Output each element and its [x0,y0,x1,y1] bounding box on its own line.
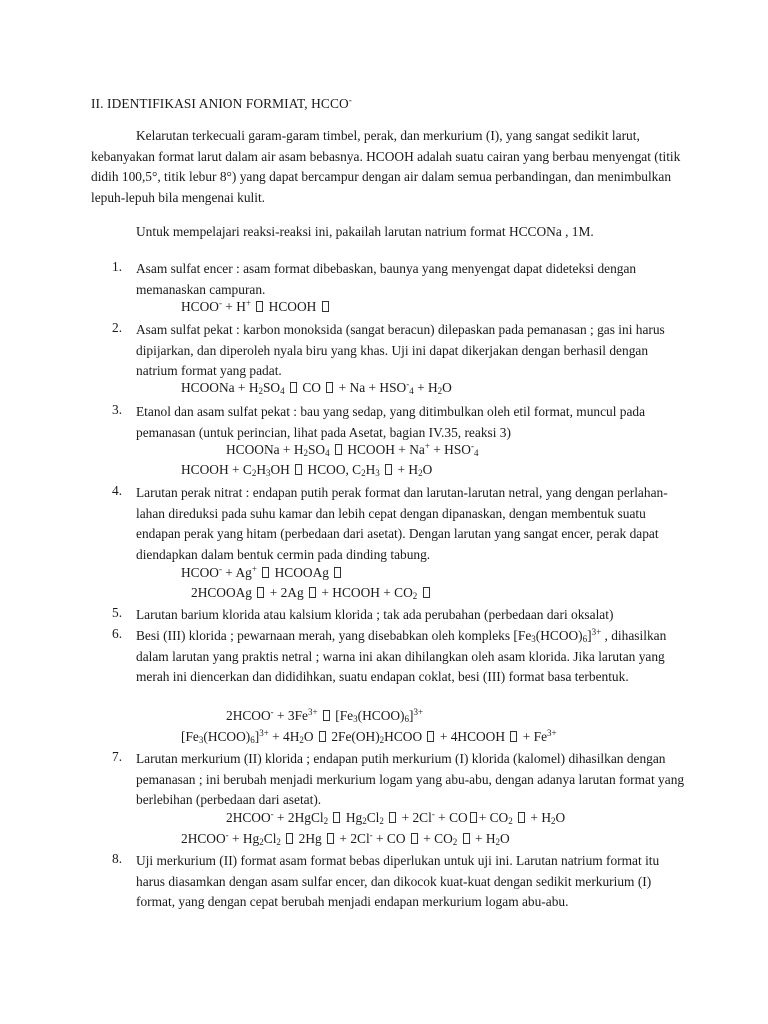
item-text: Uji merkurium (II) format asam format bebas diperlukan untuk uji ini. Larutan natrium format itu harus diasamkan dengan asam sulfar encer, dan dikocok kuat-kuat dengan sedikit merkurium (I) format, yang dengan cepat berubah menjadi endapan merkurium logam abu-abu. [136,853,660,909]
equation: HCOONa + $H_2SO_4$ HCOOH + $Na^+ + HSO^-_4$ [226,441,479,458]
section-title: II. IDENTIFIKASI ANION FORMIAT, HCCO- [91,95,352,111]
arrow-glyph-icon [323,710,330,721]
arrow-glyph-icon [286,833,293,844]
arrow-glyph-icon [327,833,334,844]
equation: 2HCOOAg + 2Ag + HCOOH + $CO_2$ [191,585,432,601]
equation: 2HCOO- + $3Fe^{3+}$ $[Fe_3(HCOO)_6]^{3+}$ [226,707,424,724]
arrow-glyph-icon [335,444,342,455]
reaction-intro: Untuk mempelajari reaksi-reaksi ini, pakailah larutan natrium format HCCONa , 1M. [136,224,594,239]
arrow-glyph-icon [319,731,326,742]
item-text: Asam sulfat encer : asam format dibebaskan, baunya yang menyengat dapat dideteksi dengan memanaskan campuran. [136,261,637,297]
arrow-glyph-icon [322,301,329,312]
equation: HCOO- + Ag+ HCOOAg [181,565,343,581]
item-number: 4. [112,483,123,498]
item-number: 8. [112,851,123,866]
equation: HCOOH + $C_2H_3OH$ HCOO, $C_2H_3 + H_2O$ [181,462,433,478]
arrow-glyph-icon [385,464,392,475]
arrow-glyph-icon [333,812,340,823]
arrow-glyph-icon [389,812,396,823]
equation: 2HCOO- + $Hg_2Cl_2$ 2Hg + 2Cl- + CO + $CO_2 + H_2O$ [181,830,510,847]
equation: HCOO- + H+ HCOOH [181,299,331,315]
arrow-glyph-icon [262,567,269,578]
item-number: 2. [112,320,123,335]
arrow-glyph-icon [334,567,341,578]
equation: HCOONa + $H_2SO_4$ CO + $Na + HSO^-_4 + H_2O$ [181,379,452,396]
item-number: 3. [112,402,123,417]
item-text: Larutan barium klorida atau kalsium klorida ; tak ada perubahan (perbedaan dari oksalat) [136,607,614,622]
arrow-glyph-icon [257,587,264,598]
arrow-glyph-icon [295,464,302,475]
intro-paragraph: Kelarutan terkecuali garam-garam timbel, perak, dan merkurium (I), yang sangat sedikit larut, kebanyakan format larut dalam air asam bebasnya. HCOOH adalah suatu cairan yang berbau menyengat (titik didih 100,5°, titik lebur 8°) yang dapat bercampur dengan air dalam semua perbandingan, dan menimbulkan lepuh-lepuh bila mengenai kulit. [91,128,681,205]
equation: $[Fe_3(HCOO)_6]^{3+} + 4H_2O$ $2Fe(OH)_2HCOO$ + 4HCOOH + $Fe^{3+}$ [181,728,557,745]
arrow-glyph-icon [470,812,477,823]
arrow-glyph-icon [518,812,525,823]
arrow-glyph-icon [427,731,434,742]
item-text: Besi (III) klorida ; pewarnaan merah, yang disebabkan oleh kompleks $[Fe_3(HCOO)_6]^{3+}$ , dihasilkan dalam larutan yang praktis netral ; warna ini akan dihilangkan oleh asam klorida. Jika larutan yang merah ini diencerkan dan dididihkan, suatu endapan coklat, besi (III) format basa terbentuk. [136,627,667,684]
item-number: 1. [112,259,123,274]
item-number: 7. [112,749,123,764]
item-text: Asam sulfat pekat : karbon monoksida (sangat beracun) dilepaskan pada pemanasan ; gas ini harus dipijarkan, dan diperoleh nyala biru yang khas. Uji ini dapat dikerjakan dengan berhasil dengan natrium format yang padat. [136,322,665,378]
arrow-glyph-icon [463,833,470,844]
arrow-glyph-icon [309,587,316,598]
arrow-glyph-icon [326,382,333,393]
item-number: 6. [112,626,123,641]
arrow-glyph-icon [290,382,297,393]
arrow-glyph-icon [256,301,263,312]
arrow-glyph-icon [510,731,517,742]
item-text: Etanol dan asam sulfat pekat : bau yang sedap, yang ditimbulkan oleh etil format, muncul pada pemanasan (untuk perincian, lihat pada Asetat, bagian IV.35, reaksi 3) [136,404,646,440]
item-text: Larutan merkurium (II) klorida ; endapan putih merkurium (I) klorida (kalomel) dihasilkan dengan pemanasan ; ini berubah menjadi merkurium logam yang abu-abu, dengan adanya larutan format yang berlebihan (perbedaan dari asetat). [136,751,685,807]
arrow-glyph-icon [411,833,418,844]
item-number: 5. [112,605,123,620]
equation: 2HCOO- + 2HgCl$_2$ $Hg_2Cl_2 + 2Cl^-$ + CO + $CO_2 + H_2O$ [226,809,566,826]
item-text: Larutan perak nitrat : endapan putih perak format dan larutan-larutan netral, yang dengan perlahan-lahan direduksi pada suhu kamar dan lebih cepat dengan dipanaskan, dengan membentuk suatu endapan perak yang hitam (perbedaan dari asetat). Dengan larutan yang sangat encer, perak dapat diendapkan dalam bentuk cermin pada dinding tabung. [136,485,668,562]
arrow-glyph-icon [423,587,430,598]
